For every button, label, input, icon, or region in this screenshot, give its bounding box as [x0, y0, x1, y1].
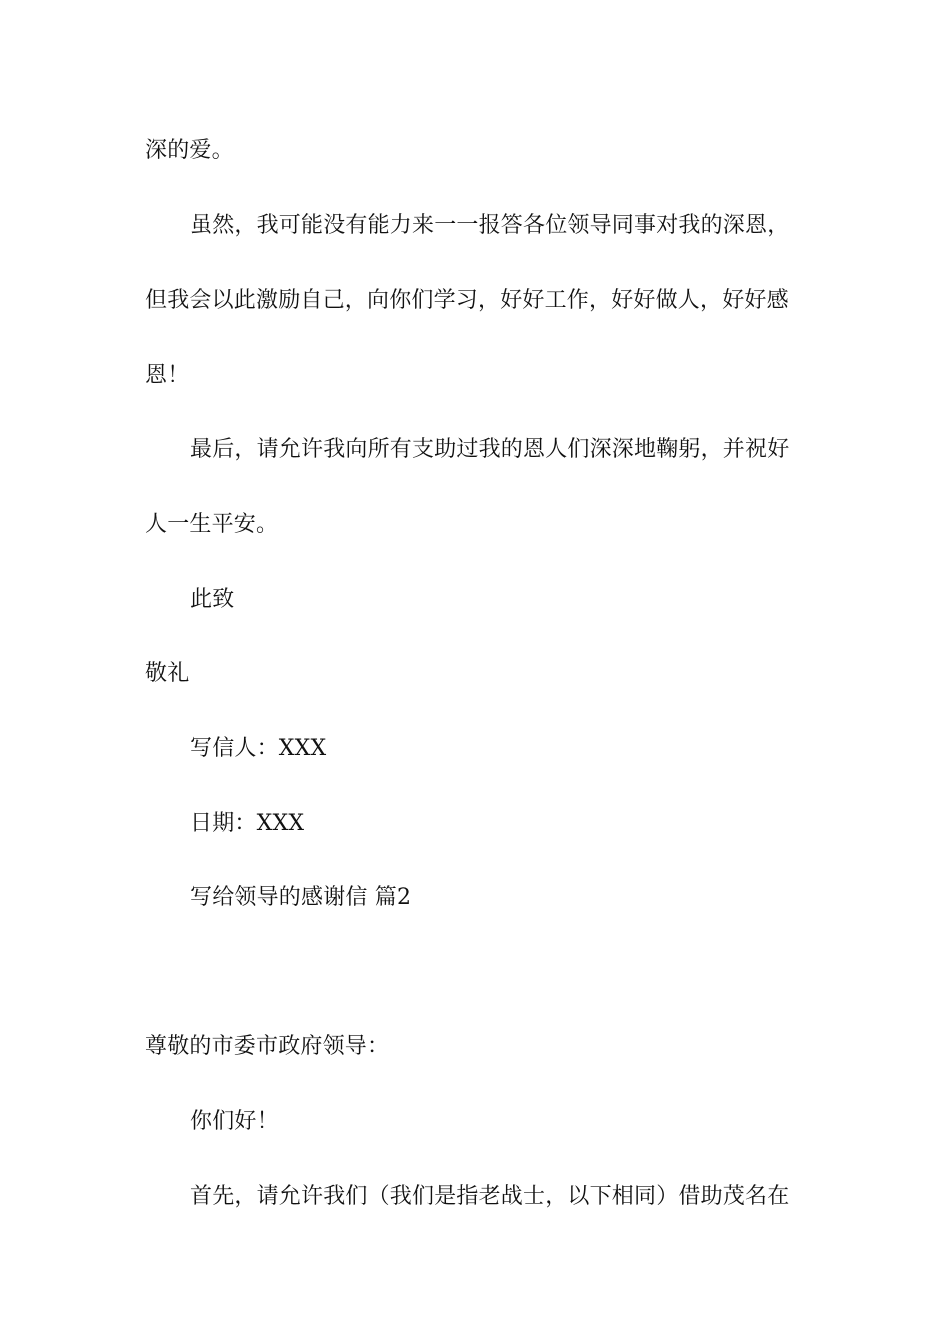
paragraph-line: 人一生平安。	[145, 512, 279, 537]
paragraph-line: 深的爱。	[145, 138, 234, 163]
paragraph-line: 恩！	[145, 363, 190, 388]
paragraph-line: 你们好！	[190, 1109, 279, 1134]
letter-greeting: 尊敬的市委市政府领导：	[145, 1034, 390, 1059]
closing-regards: 敬礼	[145, 661, 190, 686]
paragraph-line: 首先，请允许我们（我们是指老战士，以下相同）借助茂名在	[190, 1184, 790, 1209]
paragraph-line: 最后，请允许我向所有支助过我的恩人们深深地鞠躬，并祝好	[190, 437, 790, 462]
section-heading: 写给领导的感谢信 篇2	[190, 885, 412, 910]
paragraph-line: 虽然，我可能没有能力来一一报答各位领导同事对我的深恩，	[190, 213, 790, 238]
date-line: 日期：XXX	[190, 811, 305, 836]
signature-line: 写信人：XXX	[190, 736, 327, 761]
closing-salutation: 此致	[190, 587, 235, 612]
paragraph-line: 但我会以此激励自己，向你们学习，好好工作，好好做人，好好感	[145, 288, 789, 313]
